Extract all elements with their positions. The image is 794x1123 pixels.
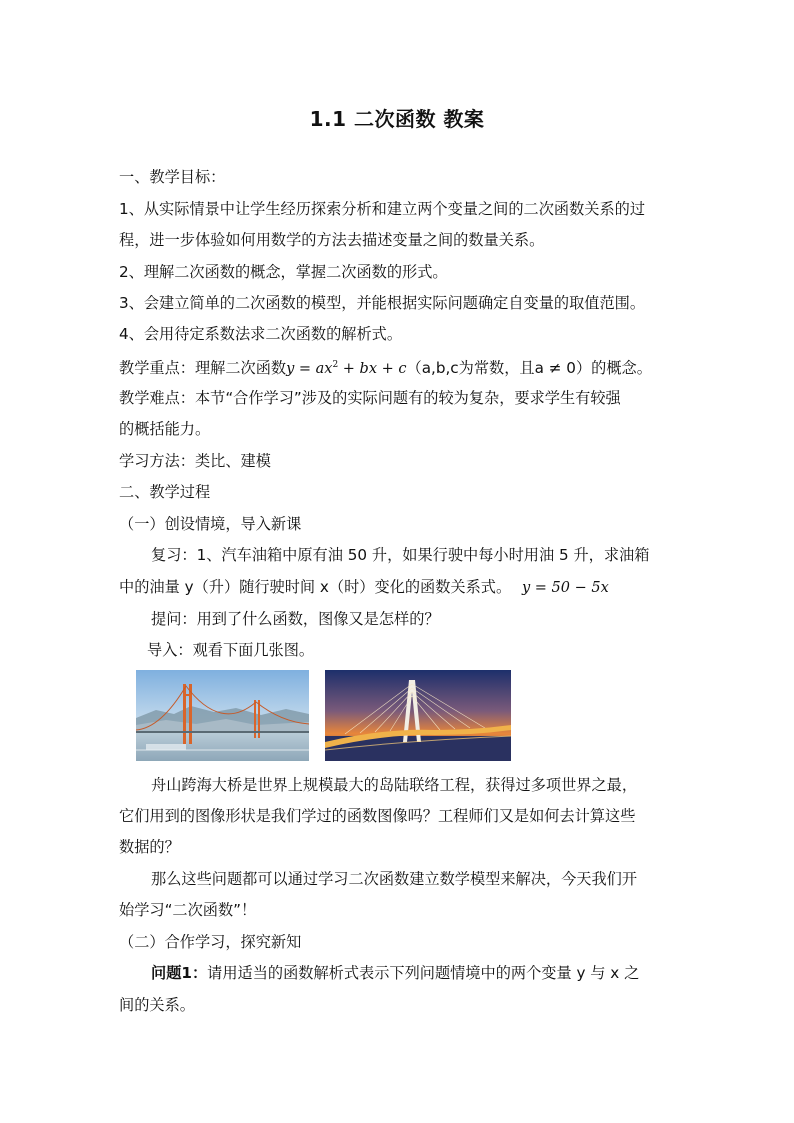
quadratic-condition: （a,b,c为常数，且a ≠ 0） — [406, 359, 592, 377]
difficulty-line2: 的概括能力。 — [119, 420, 211, 438]
quadratic-formula: $y = ax^2$ + bx + c — [286, 360, 407, 377]
then-line1: 那么这些问题都可以通过学习二次函数建立数学模型来解决，今天我们开 — [151, 870, 637, 888]
goal3: 3、会建立简单的二次函数的模型，并能根据实际问题确定自变量的取值范围。 — [119, 294, 646, 312]
intro-line: 导入：观看下面几张图。 — [147, 641, 315, 659]
cable-stayed-bridge-night-photo — [325, 670, 511, 761]
question-line: 提问：用到了什么函数，图像又是怎样的？ — [151, 610, 440, 628]
goal2: 2、理解二次函数的概念，掌握二次函数的形式。 — [119, 263, 448, 281]
suspension-bridge-photo — [136, 670, 309, 761]
key-point-suffix: 的概念。 — [591, 359, 652, 377]
problem-line2: 间的关系。 — [119, 996, 195, 1014]
bridge-line2: 它们用到的图像形状是我们学过的函数图像吗？工程师们又是如何去计算这些 — [119, 807, 636, 825]
section1-heading: 一、教学目标： — [119, 168, 226, 186]
page-title: 1.1 二次函数 教案 — [309, 107, 485, 131]
key-point-prefix: 教学重点：理解二次函数 — [119, 359, 287, 377]
subsection-1: （一）创设情境，导入新课 — [119, 515, 302, 533]
learning-method: 学习方法：类比、建模 — [119, 452, 271, 470]
key-point — [119, 355, 679, 379]
difficulty-line1: 教学难点：本节“合作学习”涉及的实际问题有的较为复杂，要求学生有较强 — [119, 389, 621, 407]
goal1-line2: 程，进一步体验如何用数学的方法去描述变量之间的数量关系。 — [119, 231, 545, 249]
review-line1: 复习：1、汽车油箱中原有油 50 升，如果行驶中每小时用油 5 升，求油箱 — [151, 546, 650, 564]
problem-text: 请用适当的函数解析式表示下列问题情境中的两个变量 y 与 x 之 — [207, 964, 640, 982]
review-line2 — [119, 577, 679, 598]
then-line2: 始学习“二次函数”！ — [119, 901, 257, 919]
subsection-2: （二）合作学习，探究新知 — [119, 933, 302, 951]
goal1-line1: 1、从实际情景中让学生经历探索分析和建立两个变量之间的二次函数关系的过 — [119, 200, 646, 218]
linear-formula: y = 50 − 5x — [521, 580, 609, 596]
goal4: 4、会用待定系数法求二次函数的解析式。 — [119, 325, 403, 343]
problem-label: 问题1： — [151, 964, 208, 982]
bridge-line1: 舟山跨海大桥是世界上规模最大的岛陆联络工程，获得过多项世界之最， — [151, 776, 637, 794]
section2-heading: 二、教学过程 — [119, 483, 211, 501]
problem-line1 — [151, 963, 711, 983]
bridge-line3: 数据的？ — [119, 838, 180, 856]
review-line2-text: 中的油量 y（升）随行驶时间 x（时）变化的函数关系式。 — [119, 578, 512, 596]
